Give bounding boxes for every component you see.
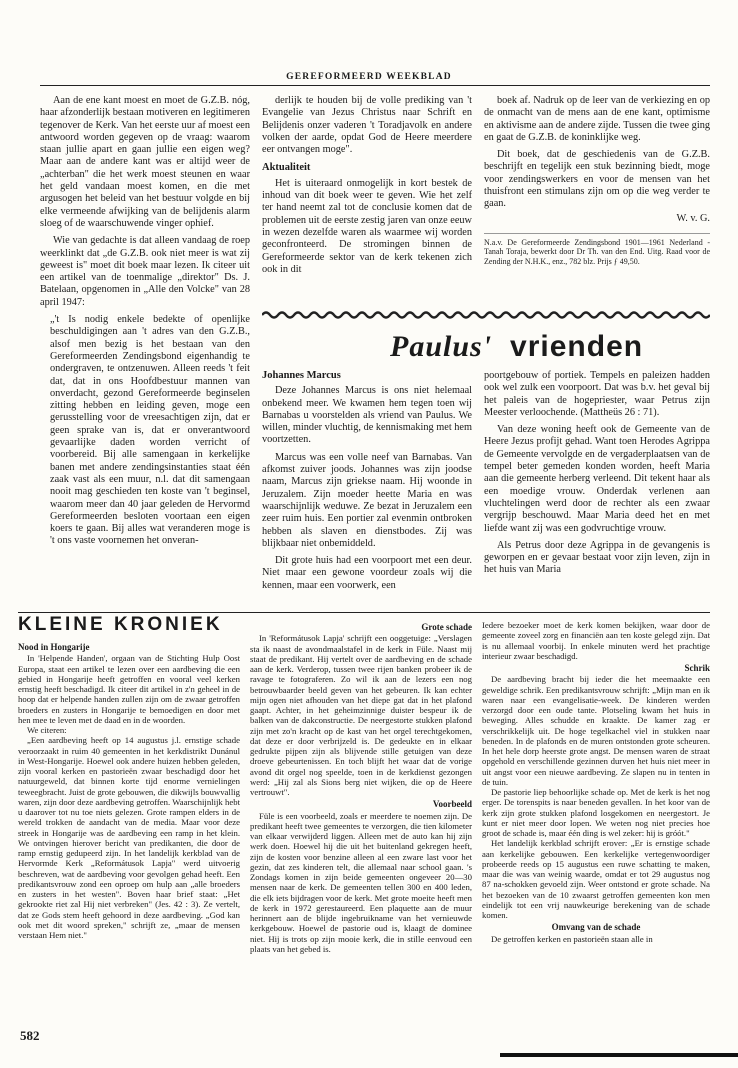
title-word-1: Paulus' xyxy=(390,330,493,363)
section-heading: Nood in Hongarije xyxy=(18,642,90,652)
paulus-title xyxy=(390,330,643,364)
paragraph: Als Petrus door deze Agrippa in de gevangenis is geworpen en er gevaar bestaat voor zijn leven, zijn in het huis van Maria xyxy=(484,539,710,576)
paragraph: Dit grote huis had een voorpoort met een deur. Niet maar een gewone voordeur zoals wij die kennen, maar een voorwerk, een xyxy=(262,555,472,591)
title-word-2: vrienden xyxy=(510,330,644,363)
section-heading: Omvang van de schade xyxy=(551,922,641,933)
paragraph: poortgebouw of portiek. Tempels en paleizen hadden ook wel zulk een voorpoort. Dat was b.v. het geval bij het paleis van de hogepriester, waar Petrus zijn Meester verloochende. (Mattheüs 26 : 71). xyxy=(484,370,710,418)
kroniek-rule xyxy=(18,612,710,613)
paragraph: Marcus was een volle neef van Barnabas. Van afkomst zuiver joods. Johannes was zijn joodse naam, Marcus zijn griekse naam. Hij woonde in Jeruzalem. Zijn moeder heette Maria en was waarschijnlijk weduwe. Ze bezat in Jeruzalem een zeer ruim huis. Een portier zal evenmin ontbroken hebben als slaven en dienstbodes. Zij was blijkbaar niet onbemiddeld. xyxy=(262,451,472,549)
bottom-edge-bar xyxy=(500,1053,738,1057)
kroniek-title: KLEINE KRONIEK xyxy=(18,614,223,635)
quote-paragraph: „'t Is nodig enkele bedekte of openlijke beschuldigingen aan 't adres van den G.Z.B., alsof men bezig is het bestaan van den Gereformeerden Zendingsbond eigenhandig te ondergraven, te ontzenuwen. Alleen reeds 't feit dat, dat in ons Hoofdbestuur mannen van onverdacht, gezond Gereformeerde beginselen zitting hebben en leiding geven, moge een gerusstelling voor de vreesachtigen zijn, dat er geen sprake van is, dat er onverantwoord gevaarlijke daden worden verricht of voorbereid. Bij alle samengaan in kerkelijke banen met andere zendingsinstanties staat één zaak vast als een muur, n.l. dat dit samengaan nooit mag geschieden ten koste van 't beginsel, waarom meer dan 40 jaar geleden de Hervormd Gereformeerden besloten voortaan een eigen koers te gaan. Bij alles wat veranderen moge is 't ons vaste voornemen het onveran- xyxy=(50,314,250,547)
article-column-1 xyxy=(40,95,250,605)
book-note: N.a.v. De Gereformeerde Zendingsbond 1901—1961 Nederland - Tanah Toraja, bewerkt door Dr Th. van den End. Uitg. Raad voor de Zending der N.H.K., enz., 782 blz. Prijs ƒ 49,50. xyxy=(484,233,710,267)
section-heading: Schrik xyxy=(684,663,710,673)
paragraph: boek af. Nadruk op de leer van de verkiezing en op de onmacht van de mens aan de ene kant, optimisme en aktivisme aan de andere zijde. Tussen die twee ging en gaat de G.Z.B. de koninklijke weg. xyxy=(484,95,710,143)
paragraph: In 'Reformátusok Lapja' schrijft een ooggetuige: „Verslagen sta ik naast de avondmaalstafel in de kerk in Füle. Naast mij staat de predikant. Hij vertelt over de aardbeving en de schade aan de kerk. Verderop, tussen twee rijen banken probeer ik de ravage te fotograferen. Zo wil ik aan de lezers een nog betrouwbaarder beeld geven van het gebeuren. Ik kan echter mijn ogen niet afhouden van het diepe gat dat in het plafond gaapt. Achter, in het geheimzinnige duister bespeur ik de balken van de dakconstructie. De neergestorte stukken plafond zijn met zo'n kracht op de kast van het orgel terechtgekomen, dat deze er door verbrijzeld is. De gedeukte en in elkaar gedrukte pijpen zijn als blijvende stille getuigen van deze droeve gebeurtenissen. En toch blijft het waar dat de vorige avond dit orgel nog speelde, toen in de kerkdienst gezongen werd: „Hij zal als Sions berg niet wijken, die op de Heere vertrouwt". xyxy=(250,633,472,797)
section-heading: Voorbeeld xyxy=(432,799,472,810)
signature: W. v. G. xyxy=(676,212,710,224)
paulus-column-left xyxy=(262,370,472,606)
paragraph: We citeren: xyxy=(27,725,67,735)
paragraph: In 'Helpende Handen', orgaan van de Stichting Hulp Oost Europa, staat een artikel te lezen over een aardbeving die een gebied in Hongarije heeft getroffen en vooral veel kerken ernstig heeft beschadigd. Ik citeer dit artikel in z'n geheel in de hoop dat er helpende handen zullen zijn om de zwaar getroffen broeders en zusters in Hongarije te bemoedigen en door met hen mee te leven met de daad en in de woorden. xyxy=(18,653,240,725)
section-heading: Johannes Marcus xyxy=(262,370,341,381)
paragraph: Het landelijk kerkblad schrijft erover: „Er is ernstige schade aan kerkelijke gebouwen. Een kerkelijke vertegenwoordiger probeerde reeds op 15 augustus een ruwe schatting te maken, maar die was van weinig waarde, omdat er tot 29 augustus nog 87 na-schokken gevoeld zijn. Weer ontstond er grote schade. Na het bezoeken van de 10 zwaarst getroffen gemeenten kon men eindelijk tot een vrij nauwkeurige berekening van de schade komen. xyxy=(482,838,710,920)
kroniek-column-2 xyxy=(250,620,472,1030)
paragraph: De aardbeving bracht bij ieder die het meemaakte een geweldige schrik. Een predikantsvrouw schrijft: „Mijn man en ik waren naar een evangelisatie-week. De kinderen werden verzorgd door een oude tante. Plotseling kwam het huis in beweging. Alles schudde en kraakte. De kamer zag er verschrikkelijk uit. De hoge tegelkachel viel in stukken naar beneden. In de plafonds en de muren ontstonden grote scheuren. In het hele dorp heerste grote angst. De mensen waren de straat opgehold en verschillende gezinnen durven het huis niet meer in uit angst voor een nieuwe aardbeving. Ze slapen nu in tenten in de tuin. xyxy=(482,674,710,787)
paulus-column-right xyxy=(484,370,710,606)
article-column-3 xyxy=(484,95,710,305)
paragraph: Iedere bezoeker moet de kerk komen bekijken, waar door de gemeente zoveel zorg en financiën aan ten koste gelegd zijn. Dat is nu allemaal voorbij. In enkele minuten werd het prachtige interieur zwaar beschadigd. xyxy=(482,620,710,661)
article-column-2 xyxy=(262,95,472,305)
paragraph: Dit boek, dat de geschiedenis van de G.Z.B. beschrijft en tegelijk een stuk bezinning biedt, moge voor zendingswerkers en voor de mensen van het thuisfront een stimulans zijn om op die weg verder te gaan. xyxy=(484,149,710,210)
paragraph: Van deze woning heeft ook de Gemeente van de Heere Jezus profijt gehad. Want toen Herodes Agrippa de Gemeente vervolgde en de vergaderplaatsen van de tempel beter gemeden konden worden, heeft Maria aan die gemeente herberg verleend. Dit tekent haar als een moedige vrouw. Onderdak verlenen aan vluchtelingen werd door de rechter als een zwaar vergrijp beschouwd. Maar Maria deed het en met liefde want zij was een godvruchtige vrouw. xyxy=(484,424,710,534)
paragraph: „Een aardbeving heeft op 14 augustus j.l. ernstige schade veroorzaakt in ruim 40 gemeenten in het kerkdistrikt Dunánul in West-Hongarije. Hoewel ook andere huizen hebben geleden, zijn vooral kerken en pastorieën zwaar beschadigd door het natuurgeweld, dat binnen korte tijd enorme vernielingen teweegbracht. Juist de grote gebouwen, die dikwijls bouwvallig waren, zijn door deze aardbeving getroffen. Waarschijnlijk hebt u daarover tot nu toe niets gelezen. Grote rampen elders in de wereld trokken de aandacht van de media. Maar voor deze streek in Hongarije was de aardbeving een ramp in het klein. We ontvingen hierover bericht van predikanten, die door de ramp ernstig gedupeerd zijn. In het landelijk kerkblad van de Hervormde Kerk „Reformátusok Lapja" werd uitvoerig beschreven, wat de aardbeving voor gevolgen gehad heeft. Een predikantsvrouw zond een oproep om hulp aan „alle broeders en zusters in het westen". Boven haar brief staat: „Het gekrookte riet zal Hij niet verbreken" (Jes. 42 : 3). Ze vertelt, dat ze Gods stem heeft gehoord in deze aardbeving. „God kan ook met dit woord spreken," schrijft ze, „maar de mensen verstaan Hem niet." xyxy=(18,735,240,940)
paragraph: Het is uiteraard onmogelijk in kort bestek de inhoud van dit boek weer te geven. Wie het zelf ter hand neemt zal tot de conclusie komen dat de problemen uit de eerste zestig jaren van onze eeuw in wezen dezelfde waren als waarmee wij worden geconfronteerd. De stromingen binnen de Gereformeerde sektor van de kerk tekenen zich ook in dit xyxy=(262,177,472,275)
paragraph: Füle is een voorbeeld, zoals er meerdere te noemen zijn. De predikant heeft twee gemeentes te verzorgen, die tien kilometer van elkaar verwijderd liggen. Alleen met de auto kan hij zijn werk doen. Hoewel hij die uit het buitenland gekregen heeft, zijn de kosten voor benzine alleen al een zware last voor het gezin, dat zes kinderen telt, die allemaal naar school gaan. 's Zondags komen in zijn beide gemeenten ongeveer 20—30 mensen naar de kerk. De gemeenten tellen 300 en 400 leden, die elk iets bijdragen voor de kerk. Met grote moeite heeft men de kerk in 1972 gerestaureerd. Een plaquette aan de muur herinnert aan de blijde ingebruikname van het vernieuwde kerkgebouw. Hoewel de pastorie oud is, klaagt de dominee niet. Hij is trots op zijn mooie kerk, die in stille eenvoud een plaats van het gebed is. xyxy=(250,810,472,954)
paragraph: Wie van gedachte is dat alleen vandaag de roep weerklinkt dat „de G.Z.B. ook niet meer is wat zij geweest is" moet dit boek maar lezen. Ik citeer uit een artikel van de toenmalige „direktor" Ds. J. Batelaan, opgenomen in „Alle den Volcke" van 28 april 1947: xyxy=(40,235,250,308)
wave-divider xyxy=(262,310,710,320)
kroniek-column-1 xyxy=(18,640,240,1018)
section-heading: Aktualiteit xyxy=(262,162,311,174)
paragraph: Aan de ene kant moest en moet de G.Z.B. nóg, haar afzonderlijk bestaan motiveren en legitimeren tegenover de Kerk. Van het eerste uur af moest een antwoord worden gegeven op de vraag: waarom staan jullie apart en gaan jullie een eigen weg? Maar aan de andere kant was er altijd weer de „achterban" die het werk moest steunen en waar het geld vandaan moest komen, en die met argusogen het beleid van het bestuur volgde en bij elke vermeende afwijking van de belijdenis alarm sloeg of de waarschuwende vinger ophief. xyxy=(40,95,250,229)
header-rule xyxy=(40,85,710,86)
kroniek-column-3 xyxy=(482,620,710,1030)
running-header: GEREFORMEERD WEEKBLAD xyxy=(286,72,452,82)
paragraph: De pastorie liep behoorlijke schade op. Met de kerk is het nog erger. De torenspits is naar beneden gevallen. In het koor van de kerk zijn grote stukken plafond losgekomen en neergestort. Je kunt er niet meer door lopen. We weten nog niet precies hoe groot de schade is, maar één ding is wel zeker: hij is gróót." xyxy=(482,787,710,838)
page-number: 582 xyxy=(20,1028,40,1043)
paragraph: Deze Johannes Marcus is ons niet helemaal onbekend meer. We kwamen hem tegen toen wij Barnabas u voorstelden als vriend van Paulus. We willen, minder vluchtig, de kennismaking met hem voortzetten. xyxy=(262,385,472,446)
section-heading: Grote schade xyxy=(421,622,472,632)
paragraph: De getroffen kerken en pastorieën staan alle in xyxy=(491,933,653,944)
paragraph: derlijk te houden bij de volle prediking van 't Evangelie van Jezus Christus naar Schrift en Belijdenis onzer vaderen 't Toradjavolk en andere volken der aarde, opdat God de Heere meerdere eer ontvangen moge". xyxy=(262,95,472,156)
